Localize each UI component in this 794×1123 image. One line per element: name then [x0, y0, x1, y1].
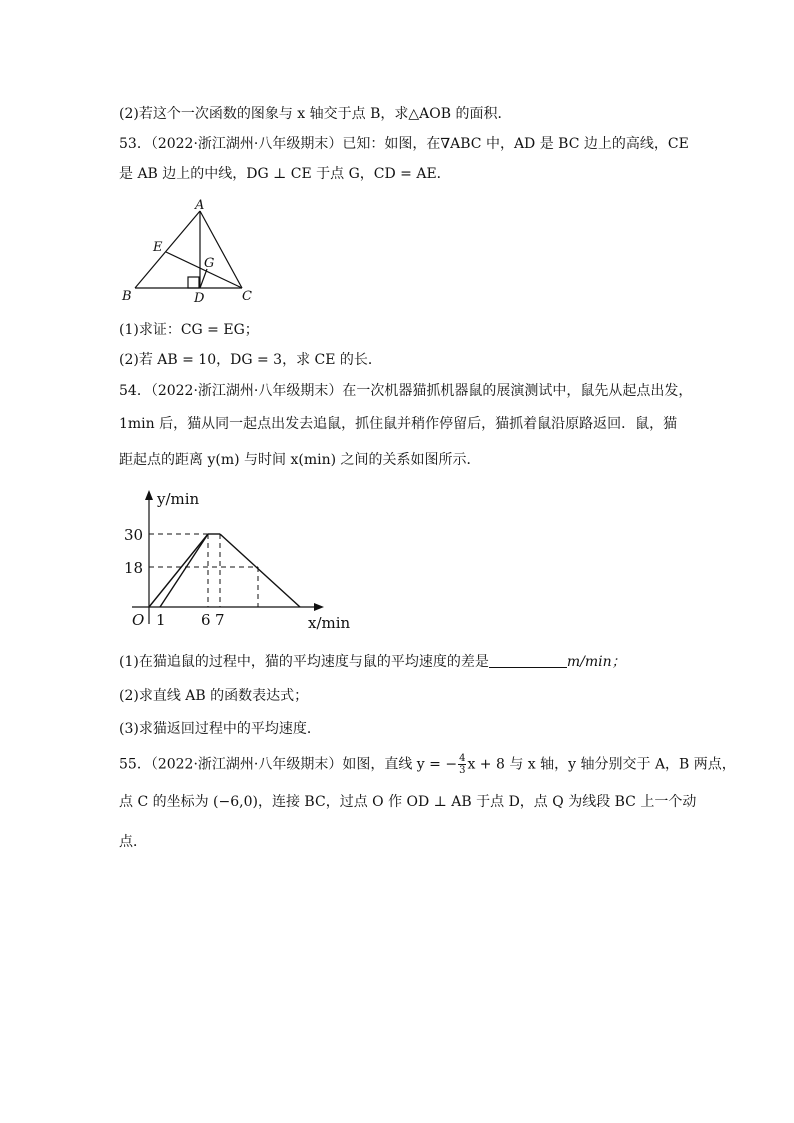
label-a: A: [195, 198, 205, 213]
mouse-line: [149, 534, 208, 607]
label-c: C: [242, 289, 252, 304]
answer-blank[interactable]: [489, 653, 567, 668]
q54-part1: [119, 652, 626, 672]
y-tick-18: 18: [124, 559, 144, 577]
y-tick-30: 30: [124, 526, 144, 544]
fraction-numerator: 4: [459, 753, 466, 764]
x-axis-label: x/min: [308, 614, 351, 632]
fraction-denominator: 3: [459, 765, 466, 776]
q55-line1: [119, 753, 736, 776]
q55-line2: 点 C 的坐标为 (−6,0)，连接 BC，过点 O 作 OD ⊥ AB 于点 D，点 Q 为线段 BC 上一个动: [119, 794, 697, 810]
q54-part3: (3)求猫返回过程中的平均速度．: [119, 721, 321, 737]
x-tick-6: 6: [201, 611, 211, 629]
q54-line2: 1min 后，猫从同一起点出发去追鼠，抓住鼠并稍作停留后，猫抓着鼠沿原路返回．鼠，猫: [119, 416, 678, 432]
q54-line3: 距起点的距离 y(m) 与时间 x(min) 之间的关系如图所示．: [119, 452, 481, 468]
perpendicular-dg: [200, 269, 207, 288]
y-axis-arrow: [145, 490, 153, 500]
cat-chase-line: [160, 534, 208, 607]
label-e: E: [153, 240, 163, 255]
side-ac: [200, 211, 242, 288]
q55-line1-a: 55．（2022·浙江湖州·八年级期末）如图，直线 y = −: [119, 756, 458, 773]
q54-distance-time-graph: [112, 484, 372, 636]
label-g: G: [204, 256, 215, 271]
q54-part1-unit: m/min；: [566, 654, 626, 670]
y-axis-label: y/min: [157, 490, 200, 508]
q54-line1: 54．（2022·浙江湖州·八年级期末）在一次机器猫抓机器鼠的展演测试中，鼠先从起点出发，: [119, 383, 693, 399]
right-angle-mark: [188, 277, 199, 288]
q55-fraction: [458, 753, 466, 776]
q53-triangle-figure: [112, 196, 272, 308]
q52-part2: (2)若这个一次函数的图象与 x 轴交于点 B，求△AOB 的面积．: [119, 106, 512, 122]
label-b: B: [122, 289, 132, 304]
q55-line1-b: x + 8 与 x 轴，y 轴分别交于 A，B 两点，: [467, 756, 736, 773]
q53-line2: 是 AB 边上的中线，DG ⊥ CE 于点 G，CD = AE．: [119, 166, 451, 182]
origin-label: O: [132, 611, 145, 629]
q53-header: 53．（2022·浙江湖州·八年级期末）已知：如图，在∇ABC 中，AD 是 BC 边上的高线，CE: [119, 136, 689, 152]
q54-part1-text: (1)在猫追鼠的过程中，猫的平均速度与鼠的平均速度的差是: [119, 654, 489, 670]
x-tick-1: 1: [156, 611, 166, 629]
x-tick-7: 7: [215, 611, 225, 629]
x-axis-arrow: [314, 603, 324, 611]
label-d: D: [194, 291, 205, 306]
cat-return-line: [220, 534, 300, 607]
q53-part1: (1)求证：CG = EG；: [119, 322, 259, 338]
q55-line3: 点．: [119, 834, 147, 850]
q54-part2: (2)求直线 AB 的函数表达式；: [119, 688, 309, 704]
q53-part2: (2)若 AB = 10，DG = 3，求 CE 的长．: [119, 352, 382, 368]
